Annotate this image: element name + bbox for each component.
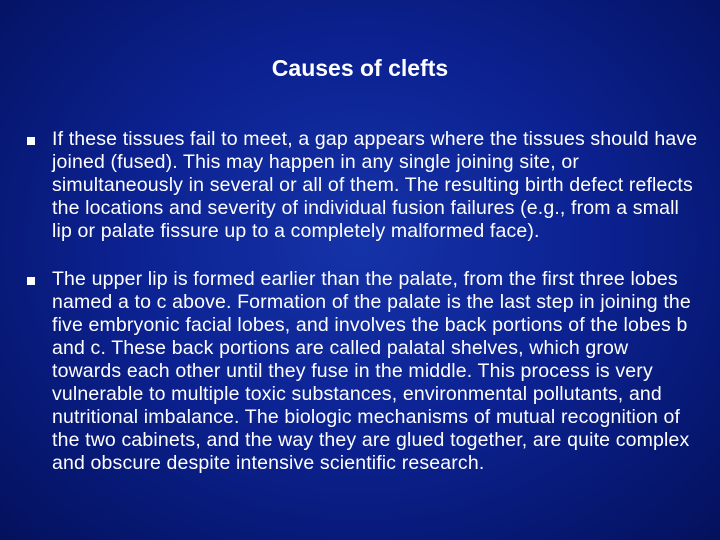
bullet-text: The upper lip is formed earlier than the palate, from the first three lobes named a to c above. Formation of the palate is the last step in joining the five embryonic facial lobes, and involves the back portions of the lobes b and c. These back portions are called palatal shelves, which grow towards each other until they fuse in the middle. This process is very vulnerable to multiple toxic substances, environmental pollutants, and nutritional imbalance. The biologic mechanisms of mutual recognition of the two cabinets, and the way they are glued together, are quite complex and obscure despite intensive scientific research. — [52, 268, 691, 474]
bullet-item — [26, 128, 698, 243]
slide-title: Causes of clefts — [271, 55, 449, 81]
bullet-list — [26, 128, 698, 475]
bullet-item — [26, 268, 698, 475]
bullet-text: If these tissues fail to meet, a gap appears where the tissues should have joined (fused). This may happen in any single joining site, or simultaneously in several or all of them. The resulting birth defect reflects the locations and severity of individual fusion failures (e.g., from a small lip or palate fissure up to a completely malformed face). — [52, 128, 698, 242]
square-bullet-icon — [27, 137, 35, 145]
square-bullet-icon — [27, 277, 35, 285]
